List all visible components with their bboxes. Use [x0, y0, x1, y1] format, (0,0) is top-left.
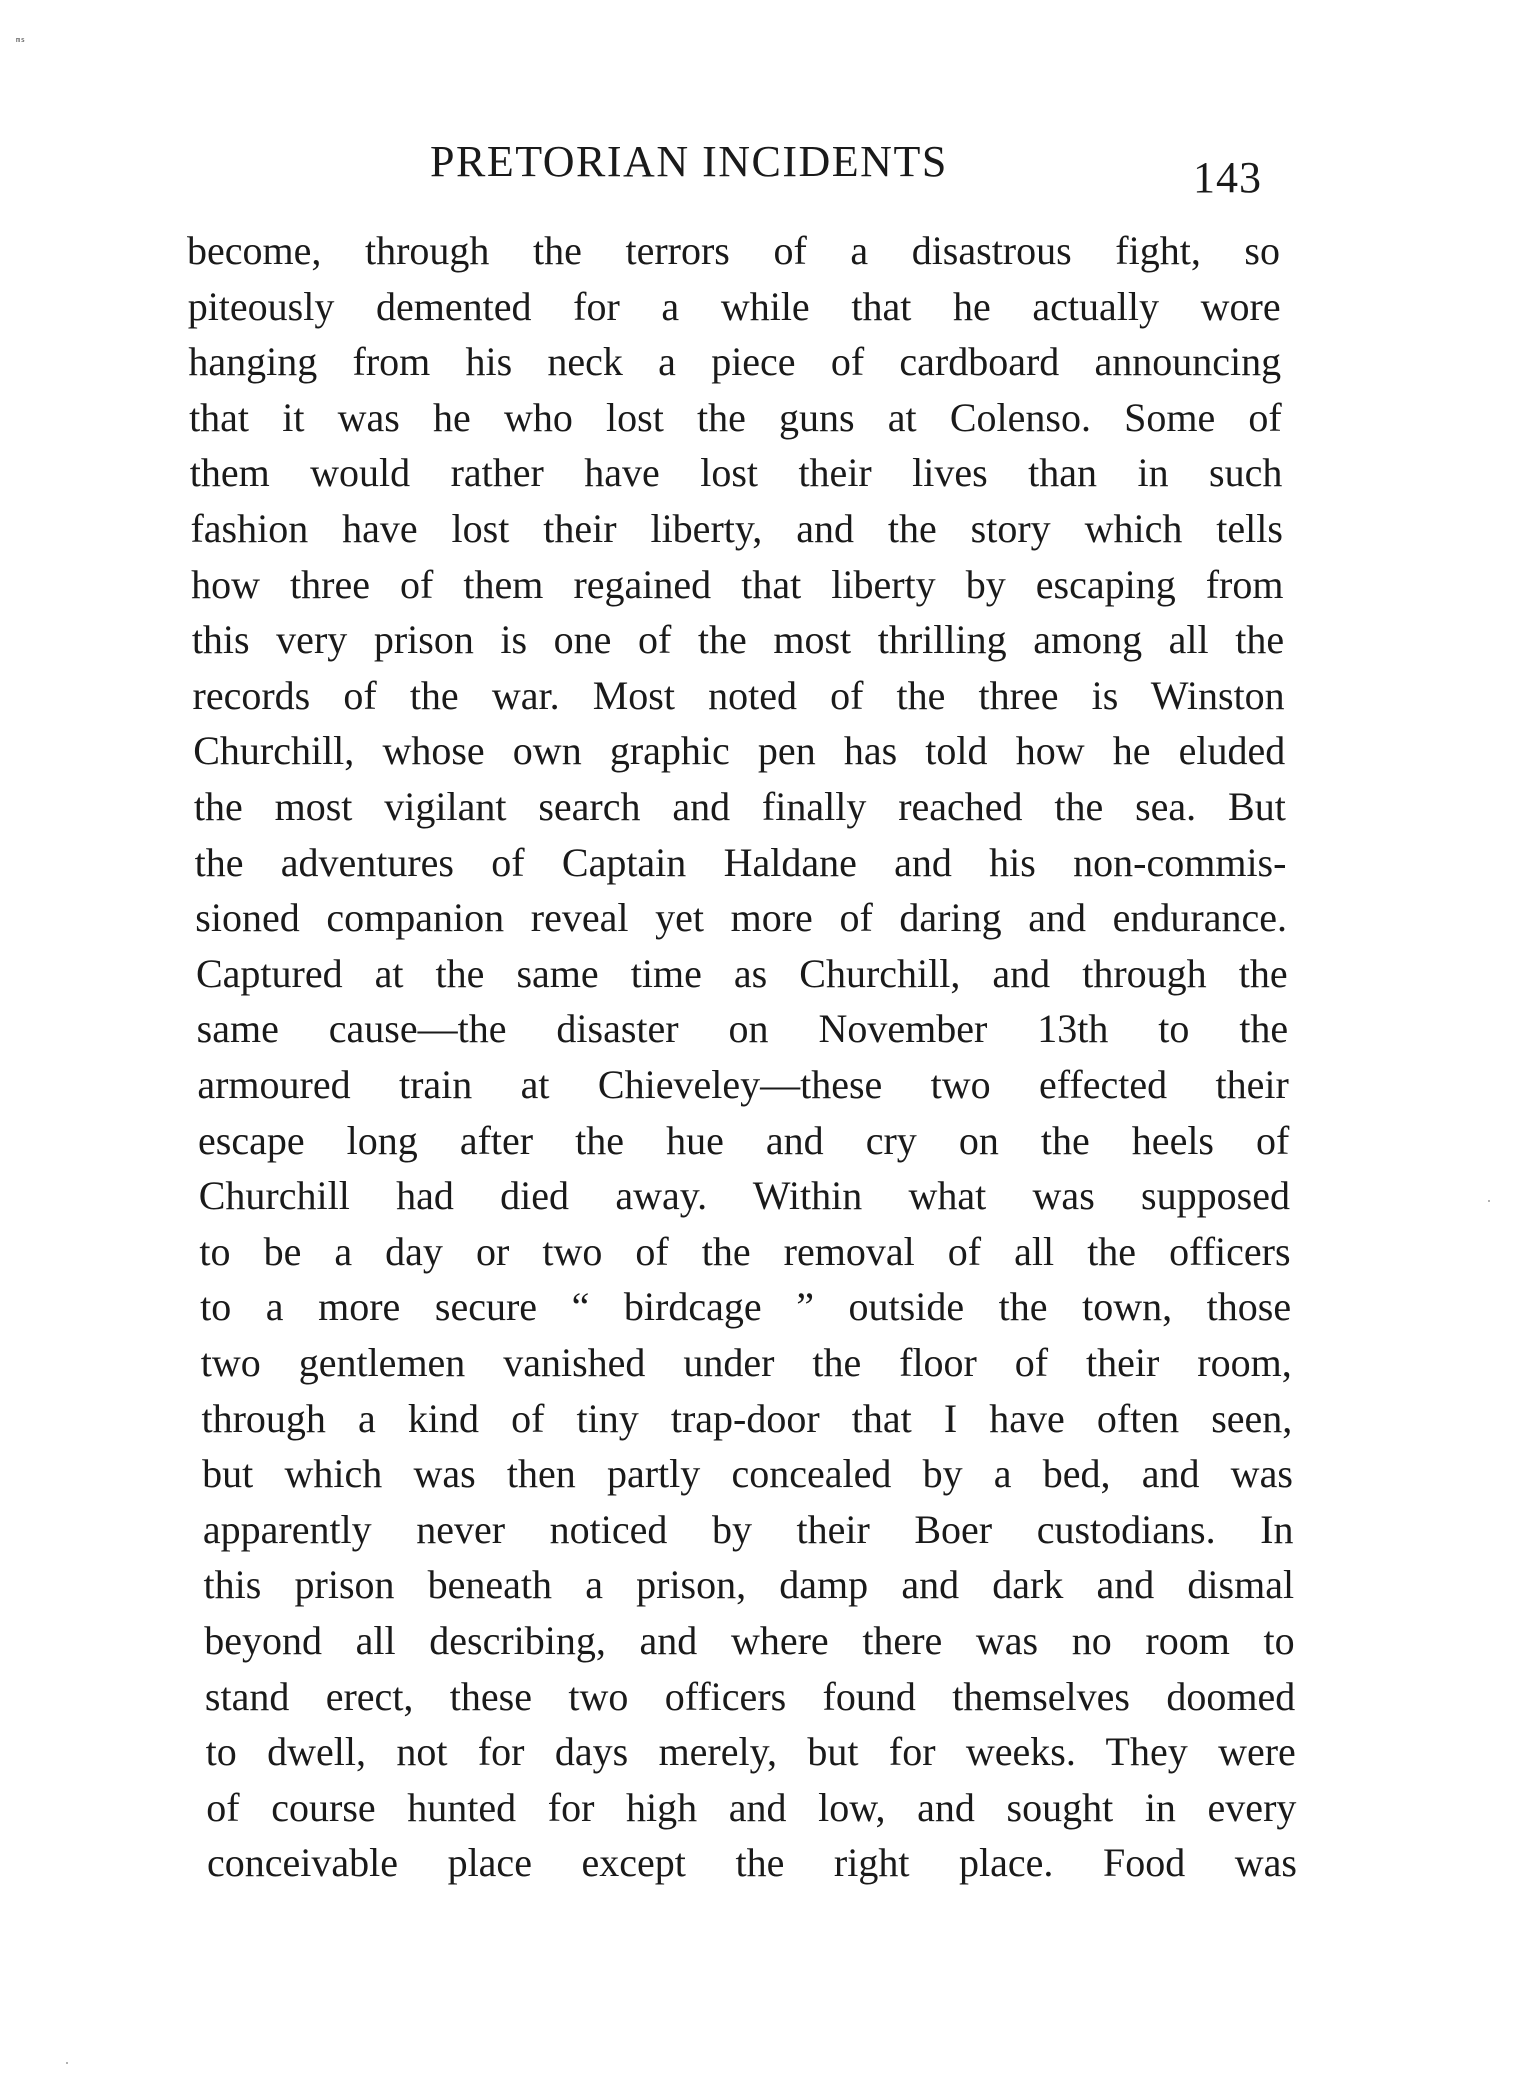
text-line: same cause—the disaster on November 13th to the — [196, 1006, 1289, 1052]
text-line: Churchill had died away. Within what was supposed — [198, 1173, 1290, 1219]
text-line: to dwell, not for days merely, but for weeks. They were — [205, 1729, 1296, 1775]
text-line: the adventures of Captain Haldane and his non-commis- — [194, 839, 1287, 885]
text-line: stand erect, these two officers found themselves doomed — [204, 1673, 1296, 1719]
text-line: to be a day or two of the removal of all the officers — [199, 1228, 1291, 1274]
text-line: hanging from his neck a piece of cardboard announcing — [188, 339, 1282, 385]
text-line: that it was he who lost the guns at Colenso. Some of — [189, 394, 1282, 440]
margin-speck — [1488, 1200, 1490, 1202]
text-line: of course hunted for high and low, and sought in every — [206, 1784, 1297, 1830]
text-line: them would rather have lost their lives than in such — [189, 450, 1283, 496]
text-line: Churchill, whose own graphic pen has told how he eluded — [193, 728, 1286, 774]
text-line: conceivable place except the right place. Food was — [207, 1840, 1297, 1886]
text-line: beyond all describing, and where there was no room to — [204, 1618, 1295, 1663]
running-title: PRETORIAN INCIDENTS — [430, 137, 948, 186]
margin-speck — [66, 2062, 68, 2064]
page-number: 143 — [1193, 153, 1262, 202]
text-line: the most vigilant search and finally reached the sea. But — [193, 784, 1286, 829]
text-line: this very prison is one of the most thrilling among all the — [191, 617, 1285, 663]
text-line: two gentlemen vanished under the floor of their room, — [200, 1340, 1292, 1385]
text-line: piteously demented for a while that he actually wore — [187, 283, 1281, 329]
text-line: Captured at the same time as Churchill, and through the — [195, 950, 1288, 996]
text-line: through a kind of tiny trap-door that I have often seen, — [201, 1395, 1293, 1441]
text-line: to a more secure “ birdcage ” outside the town, those — [200, 1284, 1292, 1330]
page-header — [0, 136, 1524, 202]
text-line: but which was then partly concealed by a bed, and was — [202, 1451, 1293, 1497]
text-line: this prison beneath a prison, damp and dark and dismal — [203, 1562, 1295, 1608]
text-line: sioned companion reveal yet more of daring and endurance. — [195, 895, 1288, 941]
text-line: fashion have lost their liberty, and the story which tells — [190, 506, 1283, 551]
text-line: apparently never noticed by their Boer custodians. In — [202, 1506, 1294, 1552]
scan-corner-mark: ms — [16, 36, 26, 44]
text-line: become, through the terrors of a disastrous fight, so — [187, 228, 1280, 273]
text-line: how three of them regained that liberty by escaping from — [191, 561, 1284, 607]
text-line: armoured train at Chieveley—these two effected their — [197, 1062, 1289, 1107]
text-line: records of the war. Most noted of the three is Winston — [192, 672, 1285, 718]
text-line: escape long after the hue and cry on the heels of — [198, 1117, 1290, 1163]
